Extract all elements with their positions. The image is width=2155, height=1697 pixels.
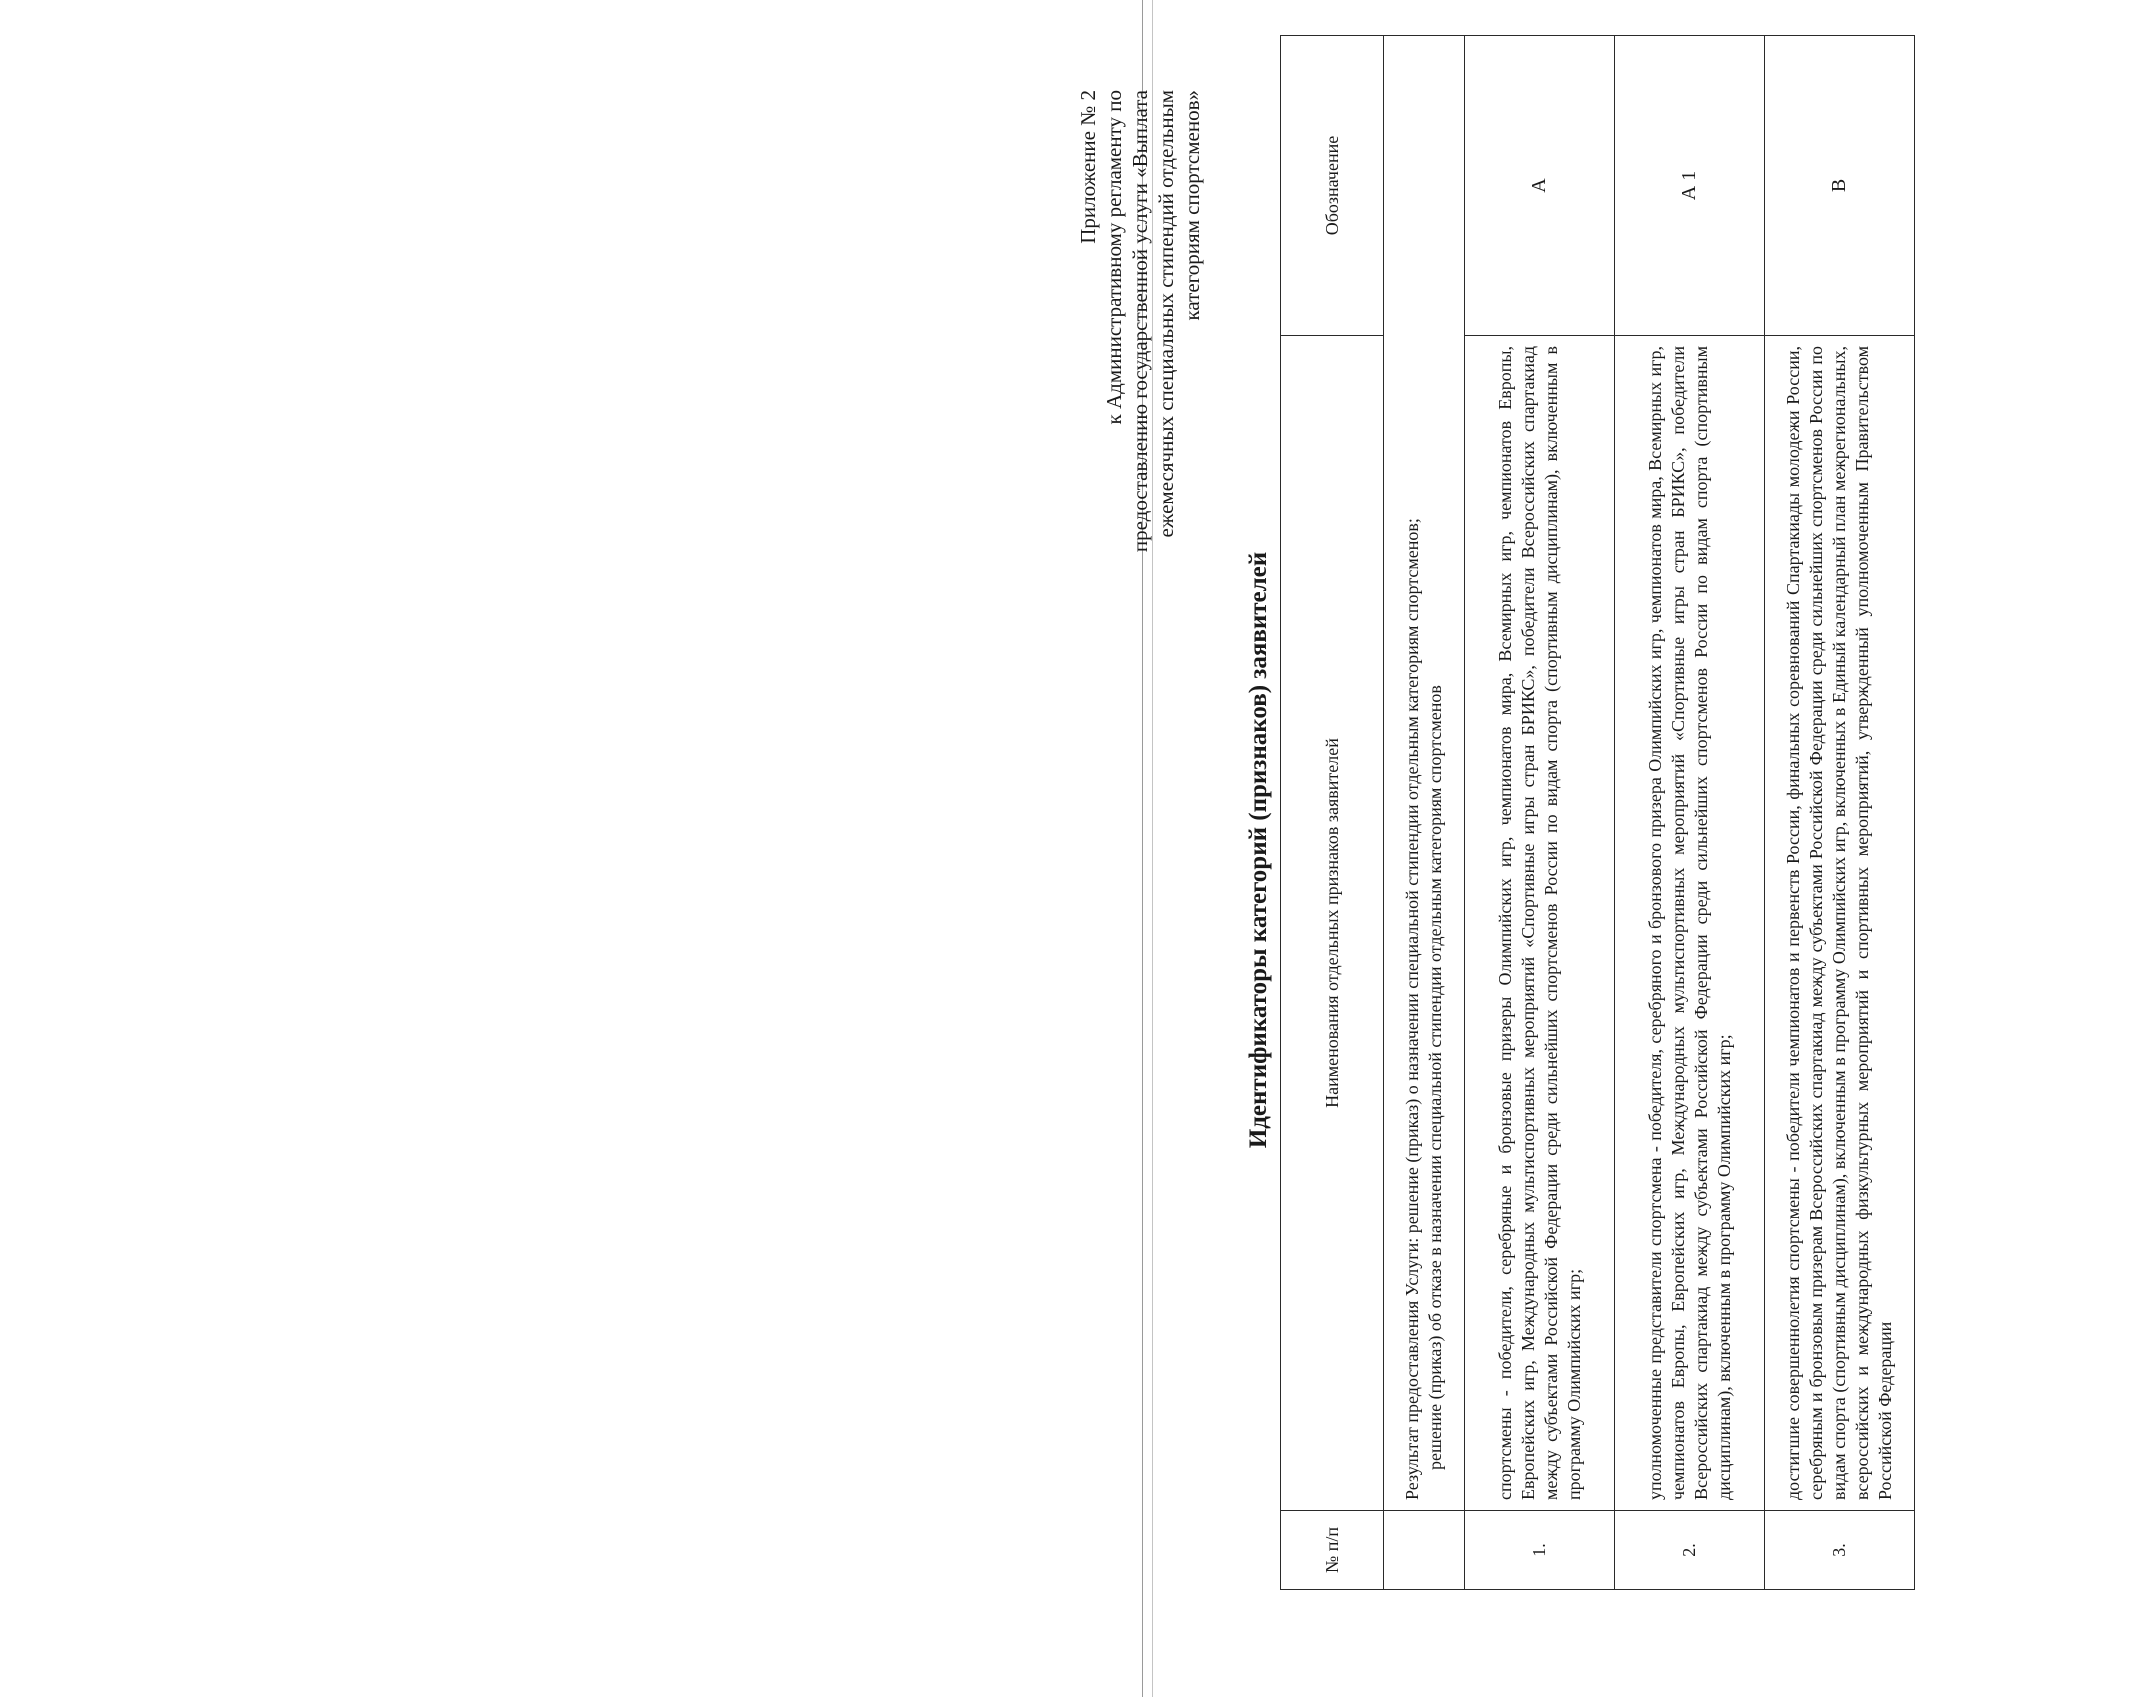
result-line: Результат предоставления Услуги: решение (приказ) о назначении специальной стипендии отдельным категориям спортсменов; <box>1402 518 1422 1500</box>
document-page <box>1075 70 2155 1630</box>
table-row <box>1465 36 1615 1590</box>
appendix-line: категориям спортсменов» <box>1180 90 1204 321</box>
row-text: достигшие совершеннолетия спортсмены - победители чемпионатов и первенств России, финальных соревнований Спартакиады молодежи России, серебряным и бронзовым призерам Всероссийских спартакиад между субъектами Российской Федерации среди сильнейших спортсменов России по видам спорта (спортивным дисциплинам), включенным в программу Олимпийских игр, включенных в Единый календарный план межрегиональных, всероссийских и международных физкультурных мероприятий и спортивных мероприятий, утвержденный уполномоченным Правительством Российской Федерации <box>1765 336 1915 1511</box>
header-name: Наименования отдельных признаков заявителей <box>1281 336 1384 1511</box>
appendix-header <box>1075 90 1205 650</box>
table-row <box>1765 36 1915 1590</box>
row-code: В <box>1765 36 1915 336</box>
result-cell <box>1384 36 1465 1511</box>
table-header-row <box>1281 36 1384 1590</box>
applicant-categories-table <box>1280 35 1915 1590</box>
result-empty-cell <box>1384 1511 1465 1590</box>
appendix-line: предоставлению государственной услуги «Выплата <box>1128 90 1152 553</box>
appendix-number: Приложение № 2 <box>1076 90 1100 244</box>
header-number: № п/п <box>1281 1511 1384 1590</box>
appendix-line: ежемесячных специальных стипендий отдельным <box>1154 90 1178 538</box>
row-number: 3. <box>1765 1511 1915 1590</box>
row-code: А <box>1465 36 1615 336</box>
row-number: 1. <box>1465 1511 1615 1590</box>
result-row <box>1384 36 1465 1590</box>
table-row <box>1615 36 1765 1590</box>
row-number: 2. <box>1615 1511 1765 1590</box>
result-line: решение (приказ) об отказе в назначении специальной стипендии отдельным категориям спортсменов <box>1425 685 1445 1470</box>
document-title: Идентификаторы категорий (признаков) заявителей <box>1245 551 1272 1149</box>
row-text: уполномоченные представители спортсмена - победителя, серебряного и бронзового призера Олимпийских игр, чемпионатов мира, Всемирных игр, чемпионатов Европы, Европейских игр, Международных мультиспортивных мероприятий «Спортивные игры стран БРИКС», победители Всероссийских спартакиад между субъектами Российской Федерации среди сильнейших спортсменов России по видам спорта (спортивным дисциплинам), включенным в программу Олимпийских игр; <box>1615 336 1765 1511</box>
header-code: Обозначение <box>1281 36 1384 336</box>
row-code: А 1 <box>1615 36 1765 336</box>
appendix-line: к Административному регламенту по <box>1102 90 1126 425</box>
row-text: спортсмены - победители, серебряные и бронзовые призеры Олимпийских игр, чемпионатов мира, Всемирных игр, чемпионатов Европы, Европейских игр, Международных мультиспортивных мероприятий «Спортивные игры стран БРИКС», победители Всероссийских спартакиад между субъектами Российской Федерации среди сильнейших спортсменов России по видам спорта (спортивным дисциплинам), включенным в программу Олимпийских игр; <box>1465 336 1615 1511</box>
